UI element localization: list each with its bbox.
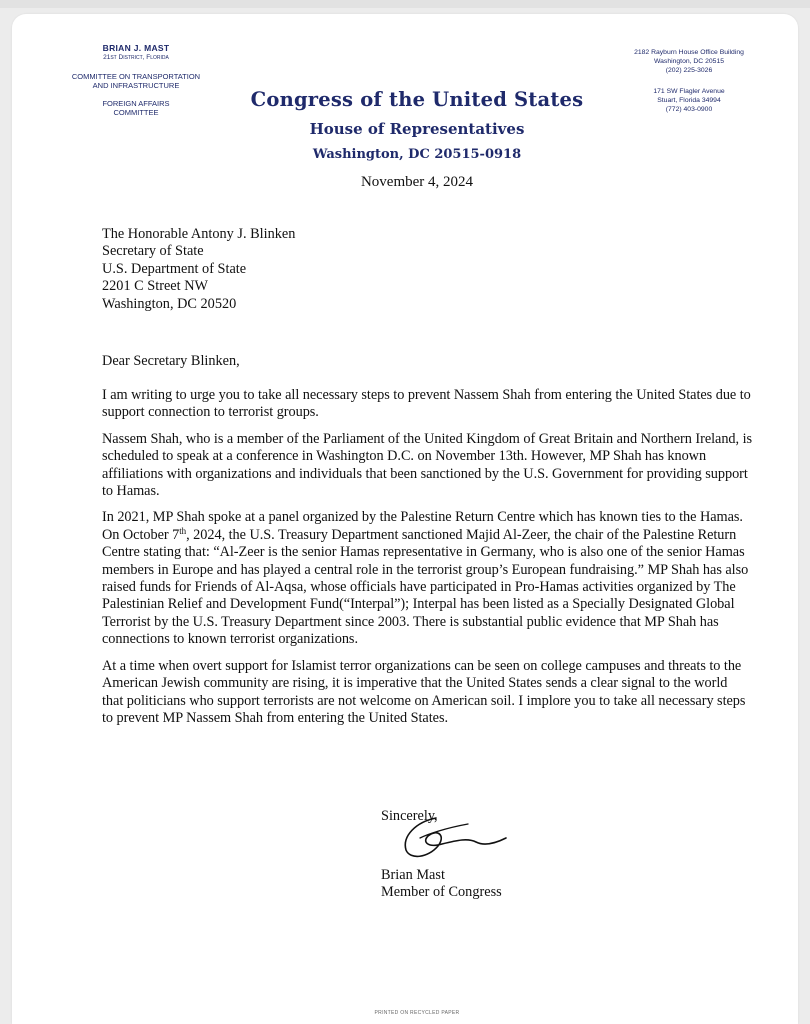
letter-page bbox=[12, 14, 798, 1024]
member-district: 21st District, Florida bbox=[103, 54, 169, 61]
recycled-paper-note: PRINTED ON RECYCLED PAPER bbox=[374, 1010, 460, 1016]
signer-name: Brian Mast bbox=[381, 867, 445, 883]
recipient-address bbox=[102, 226, 295, 313]
paragraph: At a time when overt support for Islamist terror organizations can be seen on college campuses and threats to the American Jewish community are rising, it is imperative that the United States sends a clear signal to the world that politicians who support terrorists are not welcome on American soil. I implore you to take all necessary steps to prevent MP Nassem Shah from entering the United States. bbox=[102, 657, 746, 726]
committee-line: COMMITTEE bbox=[113, 108, 159, 117]
signer-title: Member of Congress bbox=[381, 884, 502, 901]
office-address-line: Washington, DC 20515 bbox=[653, 58, 725, 66]
office-address-line: Stuart, Florida 34994 bbox=[657, 96, 721, 104]
letter-body bbox=[102, 387, 752, 736]
recipient-line: 2201 C Street NW bbox=[102, 278, 209, 295]
committee-foreign-affairs bbox=[66, 99, 206, 117]
letterhead-left bbox=[66, 44, 206, 126]
letterhead-city: Washington, DC 20515-0918 bbox=[312, 147, 522, 162]
salutation: Dear Secretary Blinken, bbox=[102, 353, 240, 369]
paragraph: Nassem Shah, who is a member of the Parliament of the United Kingdom of Great Britain and Northern Ireland, is scheduled to speak at a conference in Washington D.C. on November 13th. However, MP Shah has known affiliations with organizations and individuals that been sanctioned by the U.S. Government for providing support to Hamas. bbox=[102, 430, 753, 500]
signature-image bbox=[398, 814, 510, 864]
paragraph: I am writing to urge you to take all necessary steps to prevent Nassem Shah from entering the United States due to support connection to terrorist groups. bbox=[102, 387, 751, 421]
committee-transportation bbox=[66, 72, 206, 90]
paragraph: In 2021, MP Shah spoke at a panel organized by the Palestine Return Centre which has known ties to the Hamas. On October 7th, 2024, the U.S. Treasury Department sanctioned Majid Al-Zeer, the chair of the Palestine Return Centre stating that: “Al-Zeer is the senior Hamas representative in Germany, who is also one of the senior Hamas members in Europe and has played a central role in the terrorist group’s European fundraising.” MP Shah has also raised funds for Friends of Al-Aqsa, whose officials have participated in Pro-Hamas activities organized by The Palestinian Relief and Development Fund(“Interpal”); Interpal has been listed as a Specially Designated Global Terrorist by the U.S. Treasury Department since 2003. There is substantial public evidence that MP Shah has connections to known terrorist organizations. bbox=[102, 509, 749, 648]
office-phone: (202) 225-3026 bbox=[665, 67, 713, 75]
signer-block bbox=[381, 867, 502, 902]
recipient-line: Secretary of State bbox=[102, 243, 204, 260]
office-address-line: 171 SW Flagler Avenue bbox=[653, 87, 725, 95]
office-address-line: 2182 Rayburn House Office Building bbox=[634, 49, 744, 56]
office-phone: (772) 403-0900 bbox=[665, 106, 713, 114]
committee-line: COMMITTEE ON TRANSPORTATION bbox=[71, 72, 201, 81]
recipient-line: U.S. Department of State bbox=[102, 260, 247, 277]
committee-line: FOREIGN AFFAIRS bbox=[102, 99, 170, 108]
window-top-bar bbox=[0, 0, 810, 8]
letterhead-subtitle: House of Representatives bbox=[309, 120, 525, 138]
recipient-line: The Honorable Antony J. Blinken bbox=[102, 226, 296, 242]
closing: Sincerely, bbox=[381, 808, 438, 824]
recipient-line: Washington, DC 20520 bbox=[102, 295, 237, 312]
letter-date: November 4, 2024 bbox=[360, 174, 474, 190]
letterhead-title: Congress of the United States bbox=[250, 88, 584, 111]
member-name: BRIAN J. MAST bbox=[102, 43, 170, 53]
committee-line: AND INFRASTRUCTURE bbox=[92, 81, 180, 90]
